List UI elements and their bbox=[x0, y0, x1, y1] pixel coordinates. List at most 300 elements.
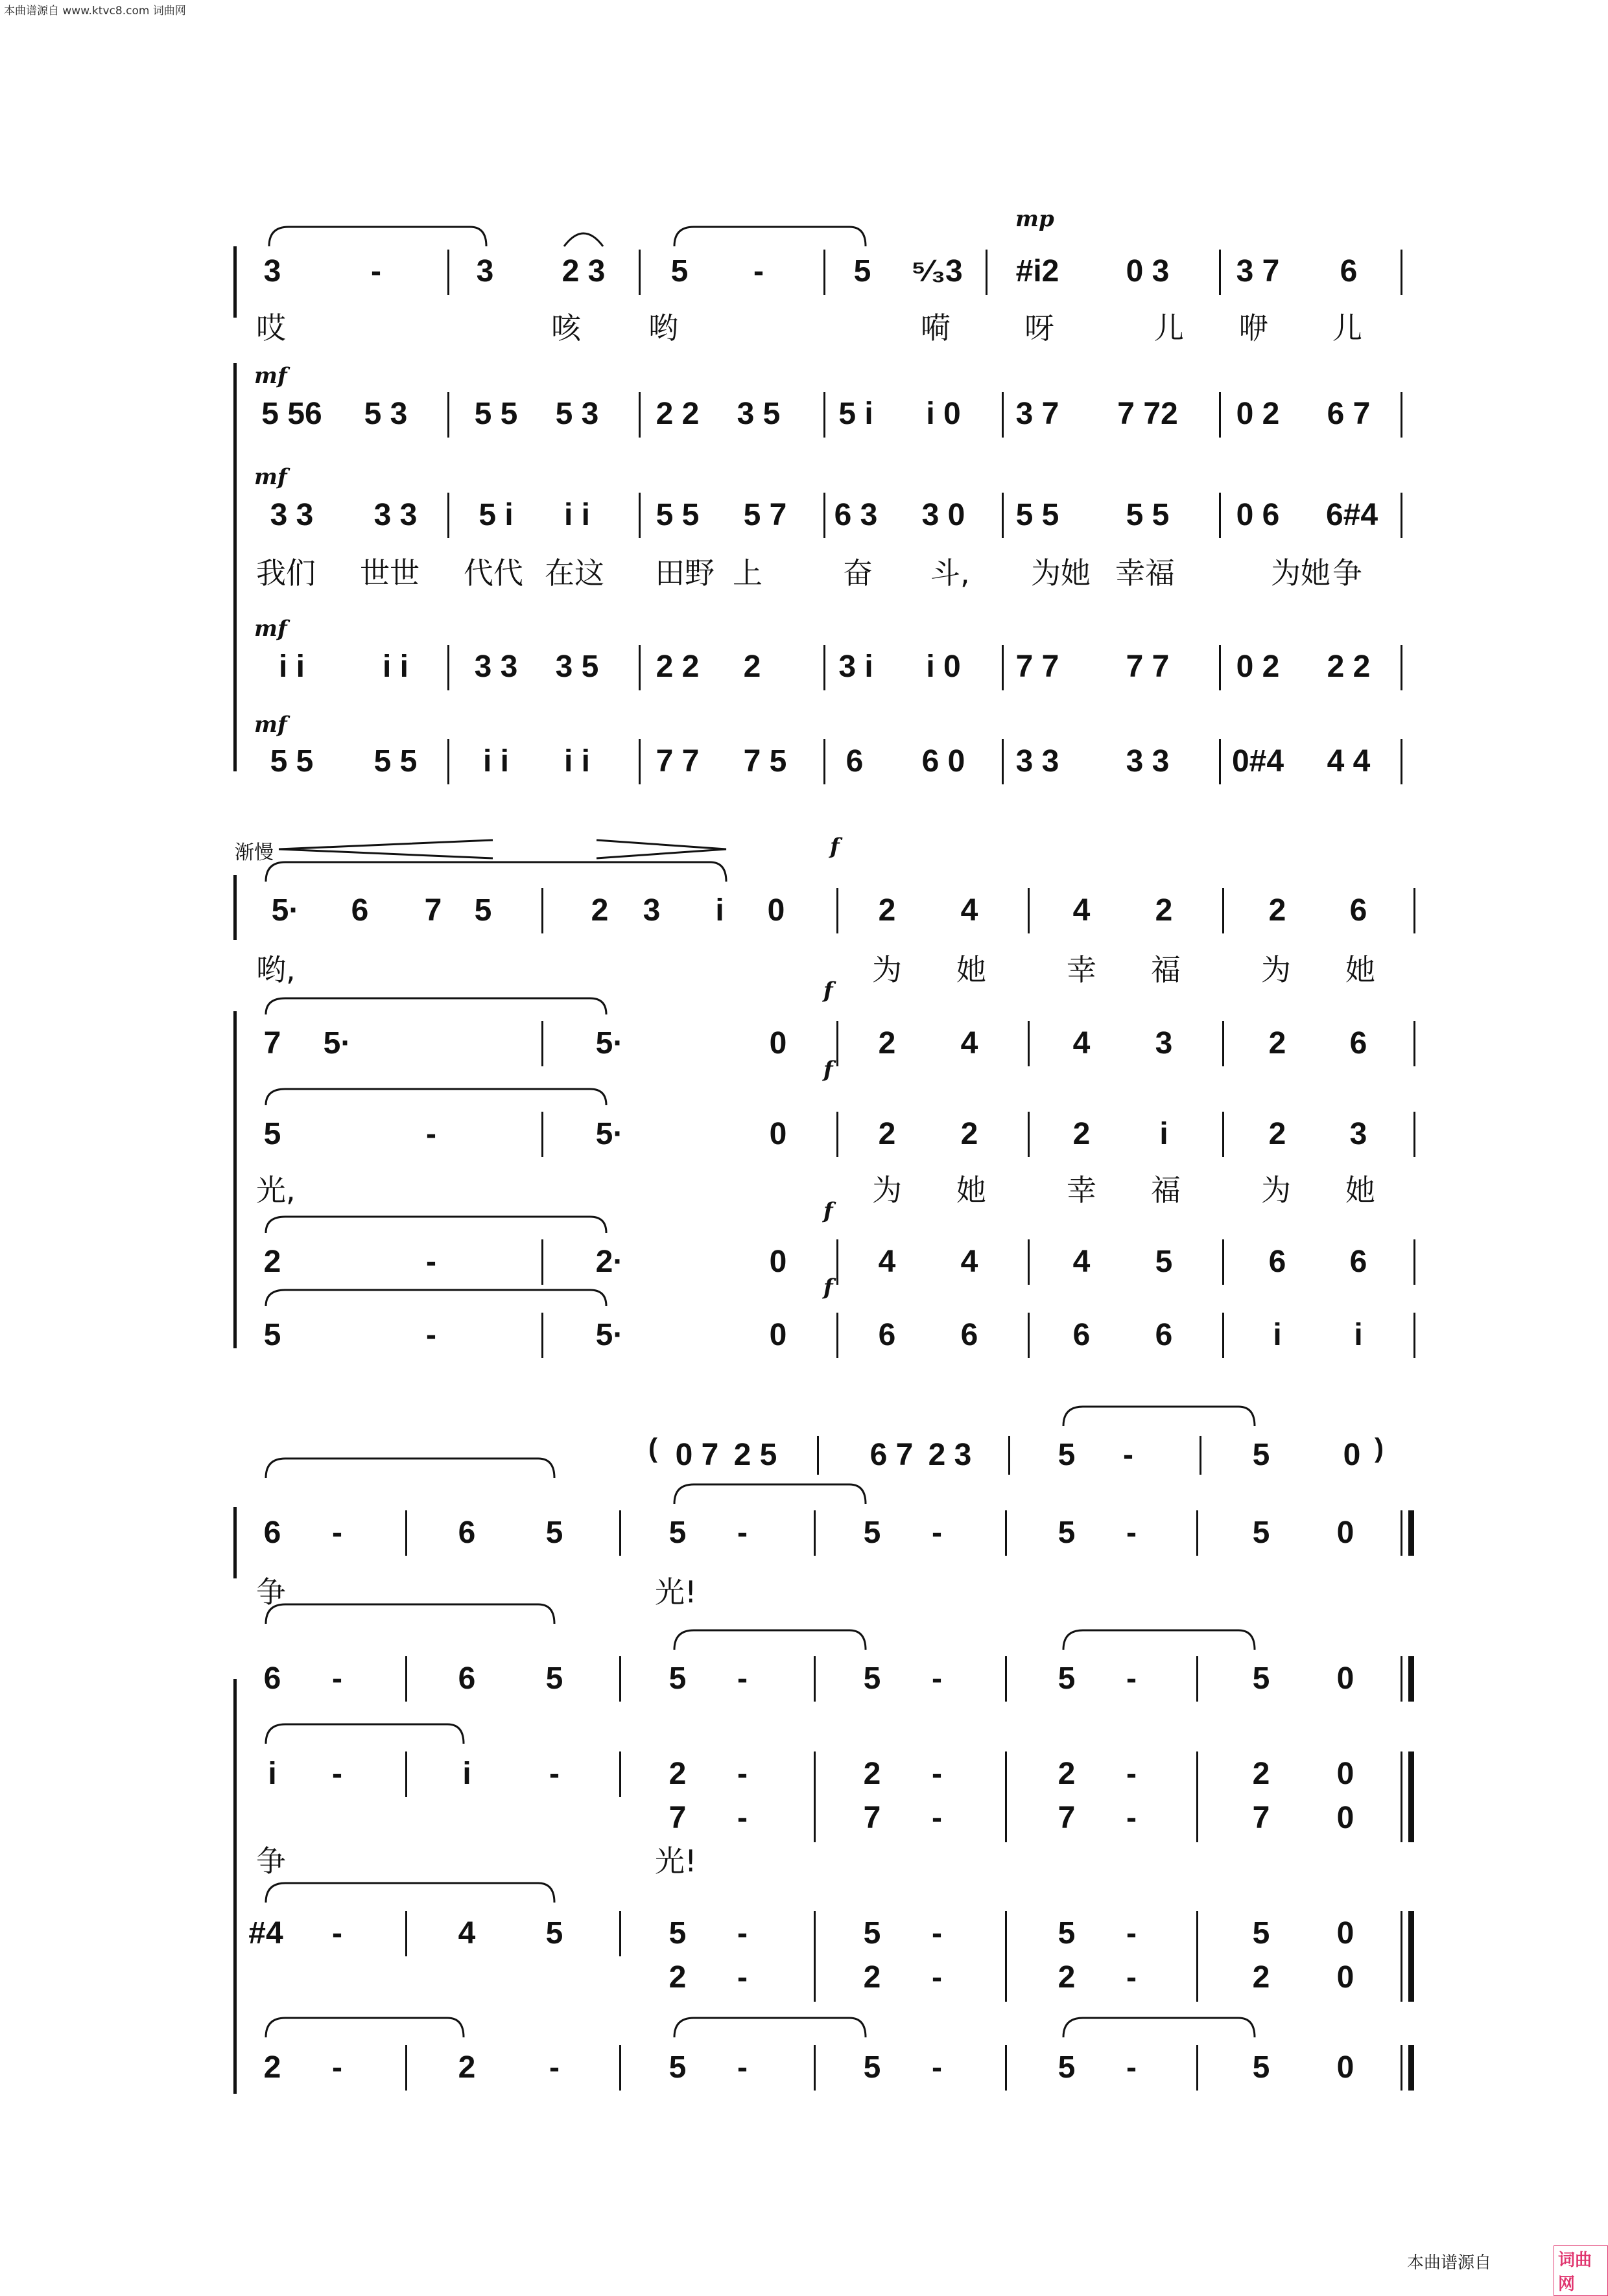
barline bbox=[1222, 1021, 1224, 1066]
note: 5 bbox=[1058, 1438, 1076, 1472]
note: 0 bbox=[1343, 1438, 1361, 1472]
barline bbox=[1401, 2045, 1402, 2091]
barline bbox=[823, 645, 825, 690]
note: 5 bbox=[545, 1661, 563, 1696]
barline bbox=[1413, 1239, 1415, 1285]
f-mark: f bbox=[823, 1274, 833, 1300]
note: i bbox=[1159, 1117, 1168, 1151]
barline bbox=[836, 888, 838, 933]
note: - bbox=[737, 2050, 748, 2085]
note: - bbox=[1126, 1916, 1137, 1950]
barline bbox=[541, 888, 543, 933]
barline bbox=[619, 1510, 621, 1556]
barline bbox=[1219, 493, 1221, 538]
note: 0 bbox=[1336, 1801, 1354, 1835]
barline bbox=[1413, 888, 1415, 933]
staff-2-4 bbox=[0, 1239, 1608, 1285]
barline bbox=[1002, 645, 1004, 690]
note: 5 bbox=[474, 893, 492, 928]
note: 0 2 bbox=[1236, 397, 1280, 431]
barline bbox=[447, 250, 449, 295]
note: 5 bbox=[1155, 1245, 1173, 1279]
note: - bbox=[932, 1757, 942, 1791]
note: 2 bbox=[960, 1117, 978, 1151]
note: 6 bbox=[351, 893, 369, 928]
hairpins bbox=[272, 836, 739, 862]
note: 0 bbox=[1336, 1916, 1354, 1950]
note: 4 bbox=[960, 1245, 978, 1279]
note: 3 bbox=[263, 254, 281, 288]
note: 0 bbox=[1336, 1516, 1354, 1550]
note: - bbox=[737, 1661, 748, 1696]
barline bbox=[1196, 1510, 1198, 1556]
note: 5 bbox=[668, 1516, 687, 1550]
note: 6 bbox=[845, 744, 864, 779]
tempo-mark: 渐慢 bbox=[235, 841, 274, 864]
note: - bbox=[1126, 1960, 1137, 1995]
lyric: 田野 bbox=[655, 556, 715, 591]
lyric: 代代 bbox=[464, 556, 523, 591]
barline bbox=[405, 1751, 407, 1797]
note: 3 bbox=[476, 254, 494, 288]
barline bbox=[814, 1911, 816, 2002]
note: ⁵⁄₃3 bbox=[911, 254, 963, 288]
barline bbox=[639, 250, 641, 295]
note: 2 2 bbox=[1327, 650, 1371, 684]
barline bbox=[639, 645, 641, 690]
note: - bbox=[426, 1318, 436, 1352]
note: 4 4 bbox=[1327, 744, 1371, 779]
barline bbox=[1219, 250, 1221, 295]
note: 5 i bbox=[479, 498, 514, 532]
note: 3 0 bbox=[921, 498, 965, 532]
note: 3 3 bbox=[1126, 744, 1170, 779]
note: - bbox=[332, 1757, 342, 1791]
note: 5· bbox=[595, 1026, 624, 1060]
f-mark: f bbox=[830, 834, 840, 860]
barline bbox=[447, 645, 449, 690]
barline bbox=[619, 2045, 621, 2091]
barline bbox=[1401, 392, 1402, 438]
staff-2-1 bbox=[0, 888, 1608, 933]
note: 7 7 bbox=[1126, 650, 1170, 684]
barline bbox=[1401, 1751, 1402, 1842]
lyric: 光! bbox=[655, 1575, 697, 1610]
note: 2 bbox=[1058, 1757, 1076, 1791]
barline bbox=[1413, 1021, 1415, 1066]
dynamic: mf bbox=[254, 363, 287, 389]
barline bbox=[447, 392, 449, 438]
barline bbox=[447, 493, 449, 538]
barline bbox=[1401, 250, 1402, 295]
note: i bbox=[462, 1757, 471, 1791]
note: 4 bbox=[1072, 1245, 1091, 1279]
note: - bbox=[332, 1916, 342, 1950]
note: 6 bbox=[1349, 1245, 1367, 1279]
lyric: 为她 bbox=[1031, 556, 1091, 591]
note: 5 bbox=[668, 1916, 687, 1950]
staff-3-3 bbox=[0, 1751, 1608, 1797]
note: 7 7 bbox=[656, 744, 700, 779]
barline bbox=[1028, 1313, 1030, 1358]
note: 3 3 bbox=[1015, 744, 1059, 779]
note: 2 2 bbox=[656, 650, 700, 684]
note: - bbox=[737, 1960, 748, 1995]
final-barline bbox=[1408, 1656, 1414, 1702]
note: 2 bbox=[591, 893, 609, 928]
note: i 0 bbox=[926, 650, 961, 684]
barline bbox=[1401, 1510, 1402, 1556]
note: 2 bbox=[668, 1757, 687, 1791]
note: - bbox=[426, 1245, 436, 1279]
barline bbox=[1222, 888, 1224, 933]
note: 3 i bbox=[838, 650, 873, 684]
staff-1-4 bbox=[0, 644, 1608, 690]
barline bbox=[619, 1911, 621, 1956]
note: 6 bbox=[458, 1516, 476, 1550]
note: 3 3 bbox=[270, 498, 314, 532]
lyric: 咿 bbox=[1238, 310, 1268, 346]
barline bbox=[639, 392, 641, 438]
note: 7 bbox=[668, 1801, 687, 1835]
lyric: 幸 bbox=[1067, 1173, 1096, 1208]
note: 6 bbox=[1349, 893, 1367, 928]
barline bbox=[639, 739, 641, 784]
note: 3 7 bbox=[1236, 254, 1280, 288]
note: 5 bbox=[1058, 1516, 1076, 1550]
barline bbox=[814, 1510, 816, 1556]
barline bbox=[1222, 1313, 1224, 1358]
barline bbox=[1401, 1911, 1402, 2002]
barline bbox=[1222, 1112, 1224, 1157]
note: 5 5 bbox=[1015, 498, 1059, 532]
barline bbox=[405, 1510, 407, 1556]
barline bbox=[836, 1021, 838, 1066]
note: 2 bbox=[1252, 1960, 1270, 1995]
paren: ) bbox=[1375, 1433, 1384, 1463]
barline bbox=[1196, 1656, 1198, 1702]
note: 5 bbox=[1252, 1438, 1270, 1472]
note: 2 bbox=[1268, 1117, 1286, 1151]
note: 7 5 bbox=[743, 744, 787, 779]
barline bbox=[823, 392, 825, 438]
note: - bbox=[1123, 1438, 1133, 1472]
note: 0 3 bbox=[1126, 254, 1170, 288]
lyric: 为 bbox=[1261, 1173, 1291, 1208]
note: - bbox=[1126, 2050, 1137, 2085]
barline bbox=[1413, 1112, 1415, 1157]
barline bbox=[1005, 2045, 1007, 2091]
note: i i bbox=[563, 498, 591, 532]
note: - bbox=[737, 1916, 748, 1950]
barline bbox=[1002, 493, 1004, 538]
note: - bbox=[332, 1516, 342, 1550]
barline bbox=[1196, 2045, 1198, 2091]
staff-3-1 bbox=[0, 1510, 1608, 1556]
note: 5 bbox=[668, 2050, 687, 2085]
note: 3 7 bbox=[1015, 397, 1059, 431]
note: 0 bbox=[769, 1318, 787, 1352]
barline bbox=[823, 493, 825, 538]
barline bbox=[836, 1239, 838, 1285]
note: 5 bbox=[545, 1916, 563, 1950]
note: 5 5 bbox=[656, 498, 700, 532]
note: 0 2 bbox=[1236, 650, 1280, 684]
barline bbox=[1196, 1751, 1198, 1842]
note: 0#4 bbox=[1231, 744, 1284, 779]
note: 0 bbox=[769, 1245, 787, 1279]
barline bbox=[1002, 739, 1004, 784]
lyric: 为 bbox=[1261, 952, 1291, 987]
barline bbox=[1028, 1239, 1030, 1285]
barline bbox=[541, 1239, 543, 1285]
note: - bbox=[549, 2050, 560, 2085]
note: 7 72 bbox=[1117, 397, 1178, 431]
note: i bbox=[1354, 1318, 1363, 1352]
lyric: 福 bbox=[1151, 952, 1181, 987]
staff-1-3 bbox=[0, 493, 1608, 538]
dynamic: mf bbox=[254, 464, 287, 490]
note: 6 bbox=[263, 1661, 281, 1696]
barline bbox=[1196, 1911, 1198, 2002]
lyric: 她 bbox=[956, 1173, 986, 1208]
barline bbox=[1028, 1112, 1030, 1157]
note: 6 3 bbox=[834, 498, 878, 532]
barline bbox=[823, 739, 825, 784]
barline bbox=[619, 1751, 621, 1797]
note: 0 bbox=[1336, 1960, 1354, 1995]
note: 5 5 bbox=[1126, 498, 1170, 532]
note: - bbox=[549, 1757, 560, 1791]
note: 2 bbox=[1252, 1757, 1270, 1791]
lyric: 儿 bbox=[1154, 310, 1184, 346]
note: 0 bbox=[769, 1117, 787, 1151]
f-mark: f bbox=[823, 978, 833, 1003]
f-mark: f bbox=[823, 1057, 833, 1083]
barline bbox=[1028, 1021, 1030, 1066]
note: 7 bbox=[863, 1801, 881, 1835]
barline bbox=[1028, 888, 1030, 933]
note: 5 5 bbox=[474, 397, 518, 431]
note: 7 7 bbox=[1015, 650, 1059, 684]
note: 2 5 bbox=[733, 1438, 777, 1472]
note: 7 bbox=[263, 1026, 281, 1060]
barline bbox=[1401, 493, 1402, 538]
note: - bbox=[1126, 1516, 1137, 1550]
staff-3-4-lower bbox=[0, 1955, 1608, 2000]
note: 5 7 bbox=[743, 498, 787, 532]
barline bbox=[1002, 392, 1004, 438]
note: 7 bbox=[1252, 1801, 1270, 1835]
barline bbox=[817, 1436, 819, 1475]
lyric: 她 bbox=[956, 952, 986, 987]
barline bbox=[639, 493, 641, 538]
barline bbox=[405, 2045, 407, 2091]
note: 3 5 bbox=[737, 397, 781, 431]
note: 0 bbox=[1336, 1661, 1354, 1696]
note: 5 bbox=[1252, 1516, 1270, 1550]
note: - bbox=[371, 254, 381, 288]
note: 4 bbox=[458, 1916, 476, 1950]
note: - bbox=[932, 1801, 942, 1835]
lyric: 福 bbox=[1151, 1173, 1181, 1208]
barline bbox=[1219, 739, 1221, 784]
note: - bbox=[737, 1516, 748, 1550]
source-header: 本曲谱源自 www.ktvc8.com 词曲网 bbox=[4, 5, 186, 18]
note: #i2 bbox=[1015, 254, 1059, 288]
barline bbox=[814, 1751, 816, 1842]
lyric: 上 bbox=[733, 556, 763, 591]
staff-3-3-lower bbox=[0, 1796, 1608, 1841]
note: 6 bbox=[1072, 1318, 1091, 1352]
note: 5 bbox=[1252, 1661, 1270, 1696]
note: 3 bbox=[643, 893, 661, 928]
note: - bbox=[1126, 1757, 1137, 1791]
note: 5 bbox=[1058, 2050, 1076, 2085]
lyric: 在这 bbox=[545, 556, 604, 591]
note: 2 bbox=[668, 1960, 687, 1995]
note: 4 bbox=[1072, 893, 1091, 928]
lyric: 幸 bbox=[1067, 952, 1096, 987]
note: 6 bbox=[1349, 1026, 1367, 1060]
note: 2 bbox=[863, 1757, 881, 1791]
note: - bbox=[426, 1117, 436, 1151]
lyric: 哟 bbox=[648, 310, 678, 346]
note: 4 bbox=[878, 1245, 896, 1279]
final-barline bbox=[1408, 1510, 1414, 1556]
barline bbox=[986, 250, 987, 295]
barline bbox=[1005, 1751, 1007, 1842]
barline bbox=[1222, 1239, 1224, 1285]
note: 4 bbox=[1072, 1026, 1091, 1060]
note: 0 6 bbox=[1236, 498, 1280, 532]
note: 6 7 bbox=[1327, 397, 1371, 431]
note: i i bbox=[278, 650, 305, 684]
dynamic: mf bbox=[254, 616, 287, 642]
note: 0 bbox=[767, 893, 785, 928]
staff-1-1 bbox=[0, 249, 1608, 294]
barline bbox=[1200, 1436, 1201, 1475]
note: 0 bbox=[769, 1026, 787, 1060]
note: 5 56 bbox=[261, 397, 322, 431]
note: 2 3 bbox=[562, 254, 606, 288]
staff-3-2 bbox=[0, 1656, 1608, 1702]
final-barline bbox=[1408, 1911, 1414, 2002]
note: 5 bbox=[1252, 2050, 1270, 2085]
lyric: 光, bbox=[256, 1173, 296, 1208]
note: 2 bbox=[1268, 893, 1286, 928]
note: 5 bbox=[670, 254, 689, 288]
note: 2 bbox=[1072, 1117, 1091, 1151]
note: 5 bbox=[863, 1661, 881, 1696]
note: 5 i bbox=[838, 397, 873, 431]
barline bbox=[1413, 1313, 1415, 1358]
note: 6#4 bbox=[1325, 498, 1378, 532]
note: 3 3 bbox=[373, 498, 418, 532]
lyric: 幸福 bbox=[1115, 556, 1175, 591]
barline bbox=[541, 1313, 543, 1358]
lyric: 为 bbox=[872, 1173, 902, 1208]
note: 5· bbox=[271, 893, 300, 928]
lyric: 儿 bbox=[1332, 310, 1362, 346]
barline bbox=[814, 1656, 816, 1702]
lyric: 世世 bbox=[360, 556, 420, 591]
paren: ( bbox=[648, 1433, 657, 1463]
lyric: 为她 bbox=[1271, 556, 1330, 591]
note: 5· bbox=[595, 1117, 624, 1151]
barline bbox=[1401, 739, 1402, 784]
note: 3 bbox=[1155, 1026, 1173, 1060]
final-barline bbox=[1408, 2045, 1414, 2091]
barline bbox=[1401, 645, 1402, 690]
note: 2· bbox=[595, 1245, 624, 1279]
note: 5 bbox=[1058, 1916, 1076, 1950]
note: - bbox=[932, 1916, 942, 1950]
note: 7 bbox=[1058, 1801, 1076, 1835]
lyric: 咳 bbox=[551, 310, 581, 346]
note: 5 5 bbox=[270, 744, 314, 779]
note: 5 bbox=[863, 2050, 881, 2085]
note: 0 7 bbox=[675, 1438, 719, 1472]
note: i i bbox=[382, 650, 409, 684]
note: 5 bbox=[263, 1117, 281, 1151]
note: 2 2 bbox=[656, 397, 700, 431]
note: 2 bbox=[1268, 1026, 1286, 1060]
barline bbox=[405, 1911, 407, 1956]
barline bbox=[447, 739, 449, 784]
lyric: 光! bbox=[655, 1844, 697, 1879]
note: 6 7 bbox=[869, 1438, 914, 1472]
lyric: 她 bbox=[1345, 952, 1375, 987]
barline bbox=[541, 1021, 543, 1066]
barline bbox=[836, 1112, 838, 1157]
note: 5 bbox=[863, 1916, 881, 1950]
staff-3-5 bbox=[0, 2045, 1608, 2091]
lyric: 争 bbox=[256, 1844, 286, 1879]
note: - bbox=[753, 254, 764, 288]
note: 2 bbox=[743, 650, 761, 684]
note: - bbox=[932, 1960, 942, 1995]
lyric: 奋 bbox=[843, 556, 873, 591]
barline bbox=[836, 1313, 838, 1358]
barline bbox=[405, 1656, 407, 1702]
note: i 0 bbox=[926, 397, 961, 431]
note: #4 bbox=[248, 1916, 283, 1950]
lyric: 为 bbox=[872, 952, 902, 987]
final-barline bbox=[1408, 1751, 1414, 1842]
note: i bbox=[268, 1757, 277, 1791]
lyric: 争 bbox=[256, 1575, 286, 1610]
barline bbox=[1219, 392, 1221, 438]
note: 2 bbox=[263, 1245, 281, 1279]
note: 5· bbox=[595, 1318, 624, 1352]
barline bbox=[1005, 1911, 1007, 2002]
footer-logo[interactable]: 词曲网 bbox=[1554, 2245, 1608, 2296]
lyric: 哟, bbox=[256, 952, 296, 987]
note: 2 bbox=[1155, 893, 1173, 928]
note: 2 bbox=[863, 1960, 881, 1995]
intro-line bbox=[0, 1433, 1608, 1478]
barline bbox=[1008, 1436, 1010, 1475]
barline bbox=[1401, 1656, 1402, 1702]
barline bbox=[1219, 645, 1221, 690]
system3-brace bbox=[233, 1679, 237, 2094]
note: 6 bbox=[1268, 1245, 1286, 1279]
barline bbox=[1005, 1510, 1007, 1556]
note: 3 3 bbox=[474, 650, 518, 684]
staff-2-2 bbox=[0, 1021, 1608, 1066]
staff-3-4 bbox=[0, 1911, 1608, 1956]
